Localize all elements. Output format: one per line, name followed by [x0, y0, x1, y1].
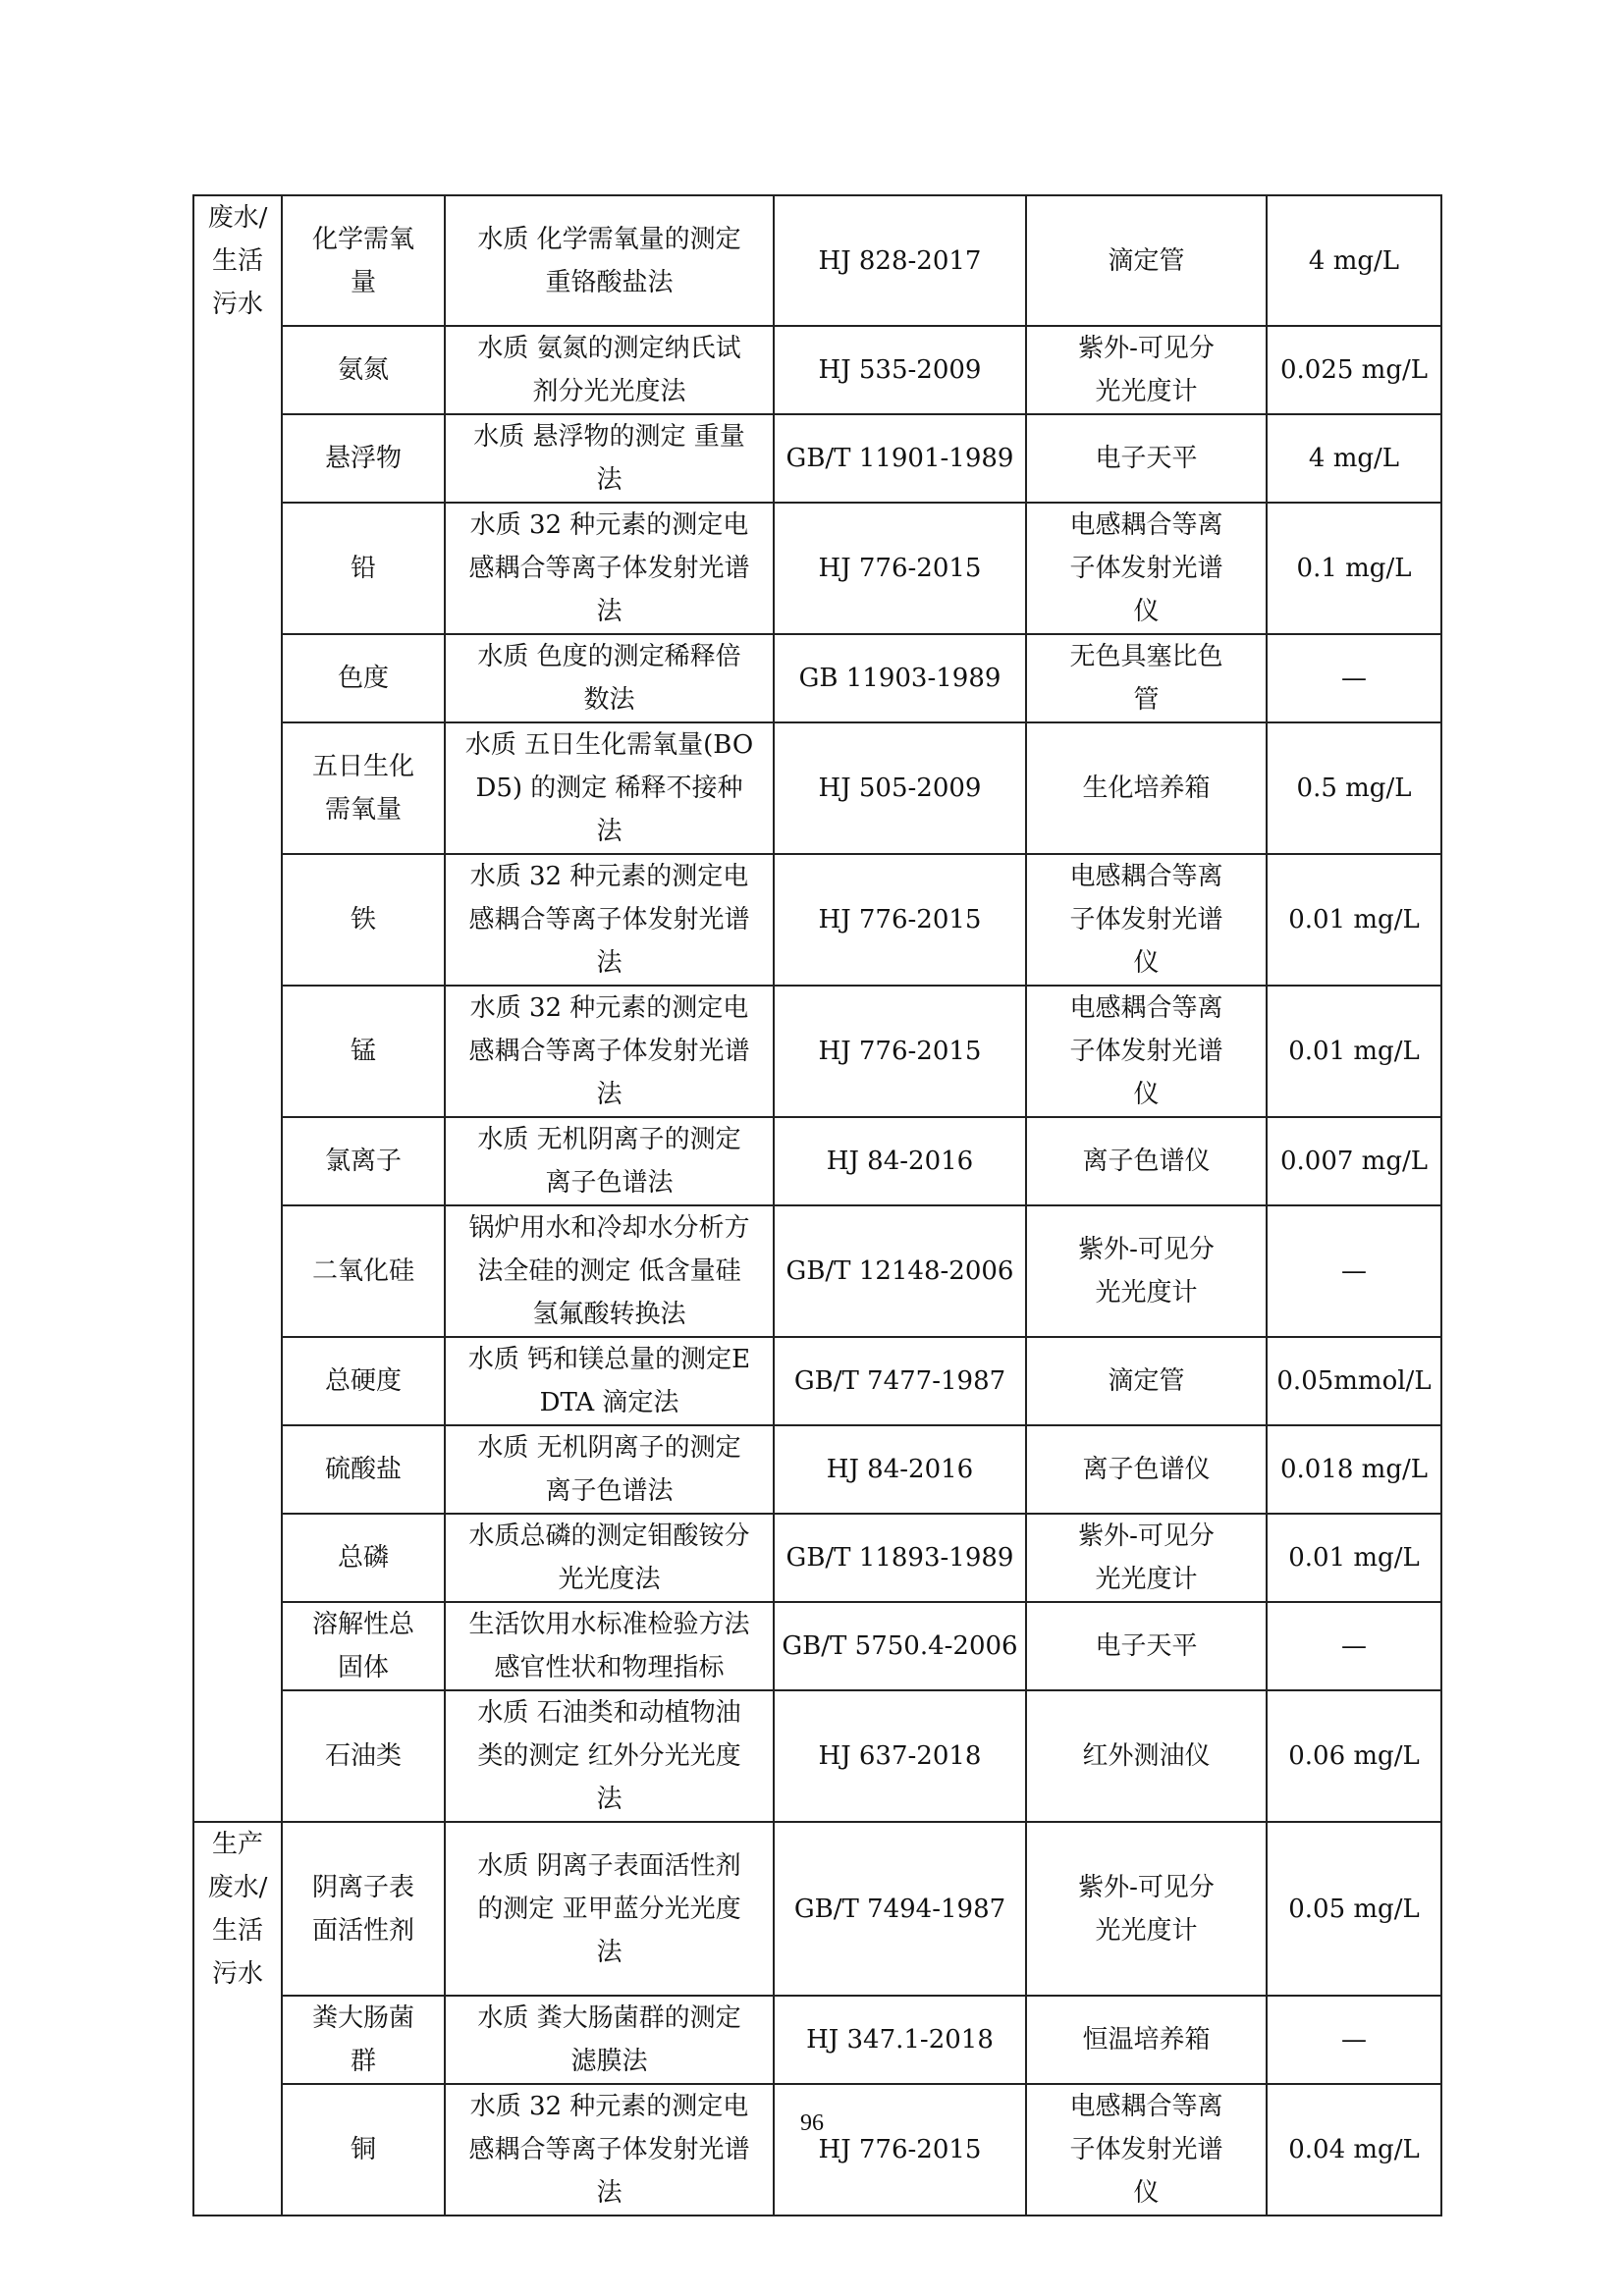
table-row — [193, 854, 1441, 986]
group-cell — [193, 634, 282, 722]
item-cell: 二氧化硅 — [282, 1205, 445, 1337]
item-cell: 阴离子表 面活性剂 — [282, 1822, 445, 1996]
standard-cell: GB 11903-1989 — [774, 634, 1026, 722]
item-cell: 铅 — [282, 503, 445, 634]
limit-cell: 0.025 mg/L — [1267, 326, 1441, 414]
instrument-cell: 紫外-可见分 光光度计 — [1026, 1822, 1267, 1996]
item-cell: 溶解性总 固体 — [282, 1602, 445, 1690]
limit-cell: 0.1 mg/L — [1267, 503, 1441, 634]
group-cell — [193, 1337, 282, 1425]
standard-cell: HJ 84-2016 — [774, 1117, 1026, 1205]
item-cell: 色度 — [282, 634, 445, 722]
standard-cell: HJ 535-2009 — [774, 326, 1026, 414]
method-cell: 水质 石油类和动植物油 类的测定 红外分光光度 法 — [445, 1690, 774, 1822]
group-cell — [193, 1514, 282, 1602]
page-number: 96 — [800, 2110, 824, 2136]
instrument-cell: 滴定管 — [1026, 195, 1267, 326]
instrument-cell: 电子天平 — [1026, 1602, 1267, 1690]
table-row — [193, 1690, 1441, 1822]
group-cell — [193, 326, 282, 414]
table-row — [193, 1822, 1441, 1996]
group-cell — [193, 986, 282, 1117]
limit-cell: 0.007 mg/L — [1267, 1117, 1441, 1205]
method-cell: 水质 32 种元素的测定电 感耦合等离子体发射光谱 法 — [445, 503, 774, 634]
table-row — [193, 634, 1441, 722]
table-row — [193, 722, 1441, 854]
table-row — [193, 503, 1441, 634]
table-body — [193, 195, 1441, 2216]
limit-cell: 4 mg/L — [1267, 195, 1441, 326]
limit-cell: 0.5 mg/L — [1267, 722, 1441, 854]
standard-cell: HJ 828-2017 — [774, 195, 1026, 326]
table-row — [193, 1205, 1441, 1337]
group-cell — [193, 1602, 282, 1690]
group-cell — [193, 1690, 282, 1822]
limit-cell: — — [1267, 1205, 1441, 1337]
instrument-cell: 离子色谱仪 — [1026, 1425, 1267, 1514]
standard-cell: HJ 505-2009 — [774, 722, 1026, 854]
item-cell: 总硬度 — [282, 1337, 445, 1425]
standard-cell: HJ 776-2015 — [774, 854, 1026, 986]
group-cell: 废水/ 生活 污水 — [193, 195, 282, 326]
instrument-cell: 紫外-可见分 光光度计 — [1026, 1205, 1267, 1337]
table-row — [193, 2084, 1441, 2216]
limit-cell: 0.01 mg/L — [1267, 1514, 1441, 1602]
method-cell: 水质 化学需氧量的测定 重铬酸盐法 — [445, 195, 774, 326]
table-row — [193, 414, 1441, 503]
standard-cell: GB/T 12148-2006 — [774, 1205, 1026, 1337]
group-cell — [193, 2084, 282, 2216]
method-cell: 锅炉用水和冷却水分析方 法全硅的测定 低含量硅 氢氟酸转换法 — [445, 1205, 774, 1337]
method-cell: 水质 五日生化需氧量(BO D5) 的测定 稀释不接种 法 — [445, 722, 774, 854]
instrument-cell: 生化培养箱 — [1026, 722, 1267, 854]
method-cell: 水质 色度的测定稀释倍 数法 — [445, 634, 774, 722]
table-row — [193, 1117, 1441, 1205]
table-row — [193, 986, 1441, 1117]
instrument-cell: 无色具塞比色 管 — [1026, 634, 1267, 722]
instrument-cell: 恒温培养箱 — [1026, 1996, 1267, 2084]
instrument-cell: 电子天平 — [1026, 414, 1267, 503]
instrument-cell: 电感耦合等离 子体发射光谱 仪 — [1026, 2084, 1267, 2216]
instrument-cell: 紫外-可见分 光光度计 — [1026, 1514, 1267, 1602]
limit-cell: — — [1267, 1602, 1441, 1690]
instrument-cell: 紫外-可见分 光光度计 — [1026, 326, 1267, 414]
standard-cell: HJ 776-2015 — [774, 2084, 1026, 2216]
instrument-cell: 滴定管 — [1026, 1337, 1267, 1425]
group-cell — [193, 1425, 282, 1514]
monitoring-methods-table — [192, 194, 1442, 2216]
method-cell: 水质 氨氮的测定纳氏试 剂分光光度法 — [445, 326, 774, 414]
limit-cell: 0.01 mg/L — [1267, 986, 1441, 1117]
standard-cell: HJ 347.1-2018 — [774, 1996, 1026, 2084]
method-cell: 水质 32 种元素的测定电 感耦合等离子体发射光谱 法 — [445, 986, 774, 1117]
method-cell: 水质 无机阴离子的测定 离子色谱法 — [445, 1117, 774, 1205]
item-cell: 铁 — [282, 854, 445, 986]
standard-cell: GB/T 11893-1989 — [774, 1514, 1026, 1602]
standard-cell: GB/T 11901-1989 — [774, 414, 1026, 503]
limit-cell: 0.018 mg/L — [1267, 1425, 1441, 1514]
table-row — [193, 1602, 1441, 1690]
limit-cell: — — [1267, 1996, 1441, 2084]
method-cell: 水质 32 种元素的测定电 感耦合等离子体发射光谱 法 — [445, 854, 774, 986]
group-cell — [193, 854, 282, 986]
standard-cell: GB/T 7494-1987 — [774, 1822, 1026, 1996]
method-cell: 生活饮用水标准检验方法 感官性状和物理指标 — [445, 1602, 774, 1690]
method-cell: 水质 粪大肠菌群的测定 滤膜法 — [445, 1996, 774, 2084]
group-cell: 生产 废水/ 生活 污水 — [193, 1822, 282, 1996]
item-cell: 氨氮 — [282, 326, 445, 414]
limit-cell: — — [1267, 634, 1441, 722]
limit-cell: 0.05mmol/L — [1267, 1337, 1441, 1425]
group-cell — [193, 1117, 282, 1205]
item-cell: 锰 — [282, 986, 445, 1117]
group-cell — [193, 722, 282, 854]
item-cell: 五日生化 需氧量 — [282, 722, 445, 854]
item-cell: 粪大肠菌 群 — [282, 1996, 445, 2084]
item-cell: 铜 — [282, 2084, 445, 2216]
group-cell — [193, 503, 282, 634]
standard-cell: GB/T 5750.4-2006 — [774, 1602, 1026, 1690]
table-row — [193, 326, 1441, 414]
item-cell: 氯离子 — [282, 1117, 445, 1205]
table-row — [193, 1996, 1441, 2084]
instrument-cell: 电感耦合等离 子体发射光谱 仪 — [1026, 854, 1267, 986]
method-cell: 水质总磷的测定钼酸铵分 光光度法 — [445, 1514, 774, 1602]
group-cell — [193, 1205, 282, 1337]
limit-cell: 0.01 mg/L — [1267, 854, 1441, 986]
item-cell: 石油类 — [282, 1690, 445, 1822]
limit-cell: 0.06 mg/L — [1267, 1690, 1441, 1822]
limit-cell: 4 mg/L — [1267, 414, 1441, 503]
item-cell: 化学需氧 量 — [282, 195, 445, 326]
standard-cell: HJ 637-2018 — [774, 1690, 1026, 1822]
method-cell: 水质 无机阴离子的测定 离子色谱法 — [445, 1425, 774, 1514]
instrument-cell: 红外测油仪 — [1026, 1690, 1267, 1822]
standard-cell: HJ 776-2015 — [774, 986, 1026, 1117]
standard-cell: GB/T 7477-1987 — [774, 1337, 1026, 1425]
instrument-cell: 电感耦合等离 子体发射光谱 仪 — [1026, 986, 1267, 1117]
method-cell: 水质 钙和镁总量的测定E DTA 滴定法 — [445, 1337, 774, 1425]
instrument-cell: 电感耦合等离 子体发射光谱 仪 — [1026, 503, 1267, 634]
item-cell: 总磷 — [282, 1514, 445, 1602]
item-cell: 硫酸盐 — [282, 1425, 445, 1514]
table-row — [193, 1425, 1441, 1514]
method-cell: 水质 32 种元素的测定电 感耦合等离子体发射光谱 法 — [445, 2084, 774, 2216]
limit-cell: 0.05 mg/L — [1267, 1822, 1441, 1996]
standard-cell: HJ 84-2016 — [774, 1425, 1026, 1514]
table-row — [193, 1337, 1441, 1425]
standard-cell: HJ 776-2015 — [774, 503, 1026, 634]
instrument-cell: 离子色谱仪 — [1026, 1117, 1267, 1205]
method-cell: 水质 悬浮物的测定 重量 法 — [445, 414, 774, 503]
table-row — [193, 195, 1441, 326]
method-cell: 水质 阴离子表面活性剂 的测定 亚甲蓝分光光度 法 — [445, 1822, 774, 1996]
group-cell — [193, 1996, 282, 2084]
limit-cell: 0.04 mg/L — [1267, 2084, 1441, 2216]
table-row — [193, 1514, 1441, 1602]
item-cell: 悬浮物 — [282, 414, 445, 503]
group-cell — [193, 414, 282, 503]
